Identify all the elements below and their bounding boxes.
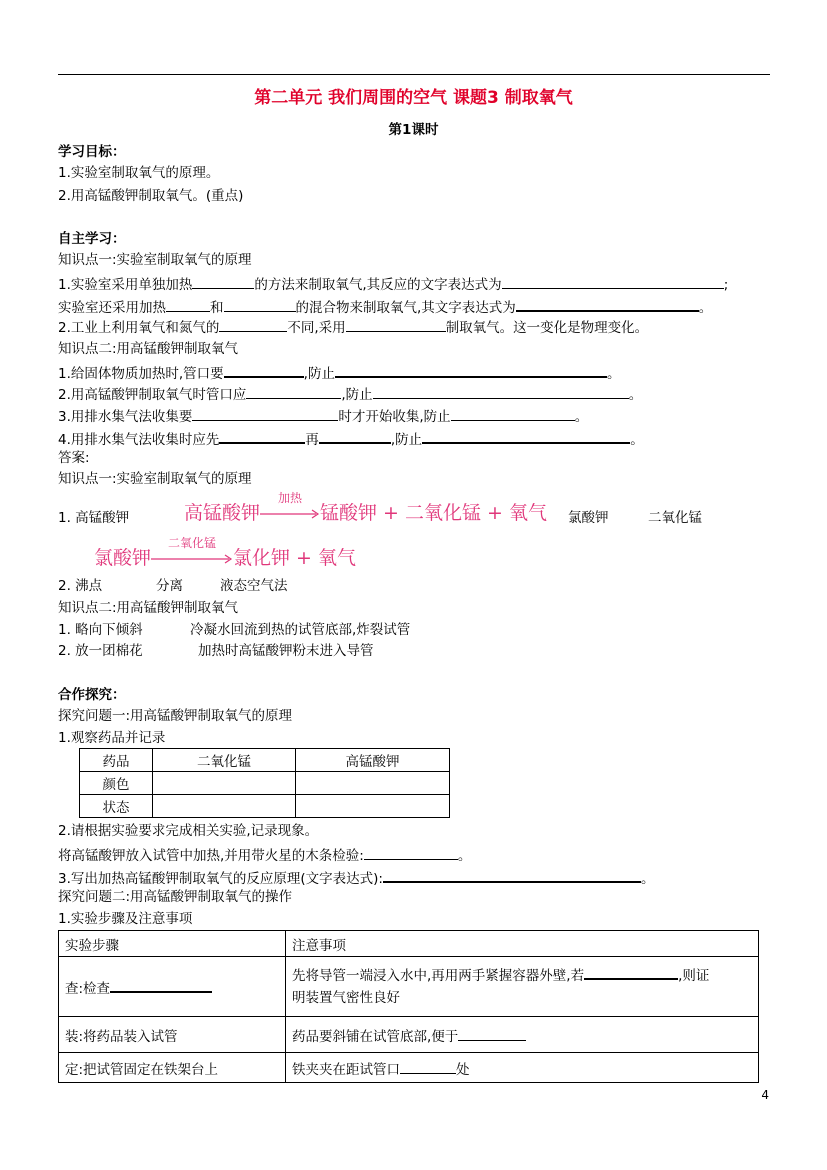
answer-blank[interactable] — [224, 297, 296, 312]
answer-blank[interactable] — [192, 274, 254, 289]
page-subtitle: 第1课时 — [388, 122, 439, 138]
table-header-row — [59, 931, 759, 957]
knowledge-point-1: 知识点一:实验室制取氧气的原理 — [58, 252, 252, 268]
reaction-arrow — [151, 536, 233, 569]
equation-1-products: 锰酸钾 + 二氧化锰 + 氧气 — [320, 502, 548, 524]
table-header: 实验步骤 — [59, 931, 286, 957]
inquiry-1: 探究问题一:用高锰酸钾制取氧气的原理 — [58, 708, 293, 724]
table-header: 二氧化锰 — [153, 749, 296, 772]
table-row — [59, 1053, 759, 1083]
answer-1b: 氯酸钾 — [568, 510, 609, 526]
answer-b1b: 冷凝水回流到热的试管底部,炸裂试管 — [190, 622, 411, 638]
table-header-row — [80, 749, 450, 772]
table-cell: 先将导管一端浸入水中,再用两手紧握容器外壁,若 ,则证 明装置气密性良好 — [286, 957, 759, 1017]
question-2: 2.工业上利用氧气和氮气的 不同,采用 制取氧气。这一变化是物理变化。 — [58, 317, 648, 337]
top-rule — [58, 74, 770, 75]
table-cell[interactable] — [296, 795, 450, 818]
table-cell[interactable] — [153, 795, 296, 818]
table-cell[interactable] — [296, 772, 450, 795]
answer-blank[interactable] — [192, 406, 338, 421]
answers-heading: 答案: — [58, 450, 90, 466]
question-5: 3.用排水集气法收集要 时才开始收集,防止 。 — [58, 406, 588, 426]
answer-b1a: 1. 略向下倾斜 — [58, 622, 143, 638]
inquiry-2-step-1: 1.实验步骤及注意事项 — [58, 911, 193, 927]
procedure-table — [58, 930, 759, 1083]
answer-1c: 二氧化锰 — [648, 510, 702, 526]
answer-blank[interactable] — [110, 977, 212, 993]
question-1a: 1.实验室采用单独加热 的方法来制取氧气,其反应的文字表达式为 ; — [58, 274, 728, 294]
reaction-arrow — [260, 491, 320, 524]
answer-blank[interactable] — [451, 406, 575, 421]
answer-blank[interactable] — [219, 428, 305, 444]
answer-2b: 分离 — [156, 578, 183, 594]
table-cell: 定:把试管固定在铁架台上 — [59, 1053, 286, 1083]
inquiry-1-step-2b: 将高锰酸钾放入试管中加热,并用带火星的木条检验: 。 — [58, 845, 471, 865]
answer-blank[interactable] — [400, 1059, 456, 1074]
table-row — [80, 795, 450, 818]
table-cell: 颜色 — [80, 772, 153, 795]
coop-heading: 合作探究： — [58, 687, 126, 703]
inquiry-1-step-2: 2.请根据实验要求完成相关实验,记录现象。 — [58, 823, 319, 839]
question-3: 1.给固体物质加热时,管口要 ,防止 。 — [58, 362, 620, 383]
answer-2a: 2. 沸点 — [58, 578, 103, 594]
answer-blank[interactable] — [246, 384, 341, 399]
observation-table — [79, 748, 450, 818]
answer-blank[interactable] — [422, 428, 630, 444]
answer-blank[interactable] — [584, 964, 678, 980]
answers-kp2: 知识点二:用高锰酸钾制取氧气 — [58, 600, 239, 616]
answer-b2a: 2. 放一团棉花 — [58, 643, 143, 659]
page-number: 4 — [761, 1088, 769, 1102]
answer-blank[interactable] — [219, 317, 287, 332]
answer-b2b: 加热时高锰酸钾粉末进入导管 — [198, 643, 374, 659]
answer-blank[interactable] — [502, 274, 724, 289]
table-cell: 状态 — [80, 795, 153, 818]
equation-2-products: 氯化钾 + 氧气 — [233, 547, 357, 569]
equation-2-condition: 二氧化锰 — [168, 536, 217, 550]
goals-heading: 学习目标： — [58, 144, 126, 160]
equation-2 — [94, 536, 357, 570]
table-row — [59, 957, 759, 1017]
table-cell: 查:检查 — [59, 957, 286, 1017]
equation-1 — [184, 491, 548, 525]
answer-blank[interactable] — [364, 845, 458, 860]
goal-item: 1.实验室制取氧气的原理。 — [58, 165, 220, 181]
answer-blank[interactable] — [166, 297, 210, 312]
goal-item: 2.用高锰酸钾制取氧气。(重点) — [58, 188, 244, 204]
question-6: 4.用排水集气法收集时应先 再 ,防止 。 — [58, 428, 644, 449]
answer-blank[interactable] — [516, 296, 699, 312]
answer-blank[interactable] — [383, 867, 641, 883]
inquiry-1-step-3: 3.写出加热高锰酸钾制取氧气的反应原理(文字表达式): 。 — [58, 867, 654, 888]
answer-blank[interactable] — [458, 1026, 526, 1041]
answer-blank[interactable] — [335, 362, 607, 378]
answer-blank[interactable] — [373, 384, 629, 399]
equation-2-reactant: 氯酸钾 — [94, 547, 152, 569]
table-cell: 铁夹夹在距试管口 处 — [286, 1053, 759, 1083]
equation-1-reactant: 高锰酸钾 — [184, 502, 261, 524]
table-header: 高锰酸钾 — [296, 749, 450, 772]
answer-2c: 液态空气法 — [220, 578, 288, 594]
inquiry-2: 探究问题二:用高锰酸钾制取氧气的操作 — [58, 889, 293, 905]
knowledge-point-2: 知识点二:用高锰酸钾制取氧气 — [58, 341, 239, 357]
answer-blank[interactable] — [224, 362, 304, 378]
answer-1-label: 1. 高锰酸钾 — [58, 510, 130, 526]
page-title: 第二单元 我们周围的空气 课题3 制取氧气 — [254, 88, 573, 108]
answers-kp1: 知识点一:实验室制取氧气的原理 — [58, 471, 252, 487]
table-cell: 装:将药品装入试管 — [59, 1017, 286, 1053]
self-study-heading: 自主学习： — [58, 231, 126, 247]
answer-blank[interactable] — [319, 428, 391, 444]
table-cell[interactable] — [153, 772, 296, 795]
table-row — [59, 1017, 759, 1053]
table-header: 注意事项 — [286, 931, 759, 957]
answer-blank[interactable] — [346, 317, 446, 332]
question-4: 2.用高锰酸钾制取氧气时管口应 ,防止 。 — [58, 384, 642, 404]
equation-1-condition: 加热 — [278, 491, 303, 505]
table-row — [80, 772, 450, 795]
table-cell: 药品要斜铺在试管底部,便于 — [286, 1017, 759, 1053]
question-1b: 实验室还采用加热 和 的混合物来制取氧气,其文字表达式为 。 — [58, 296, 712, 317]
inquiry-1-step-1: 1.观察药品并记录 — [58, 730, 166, 746]
table-header: 药品 — [80, 749, 153, 772]
